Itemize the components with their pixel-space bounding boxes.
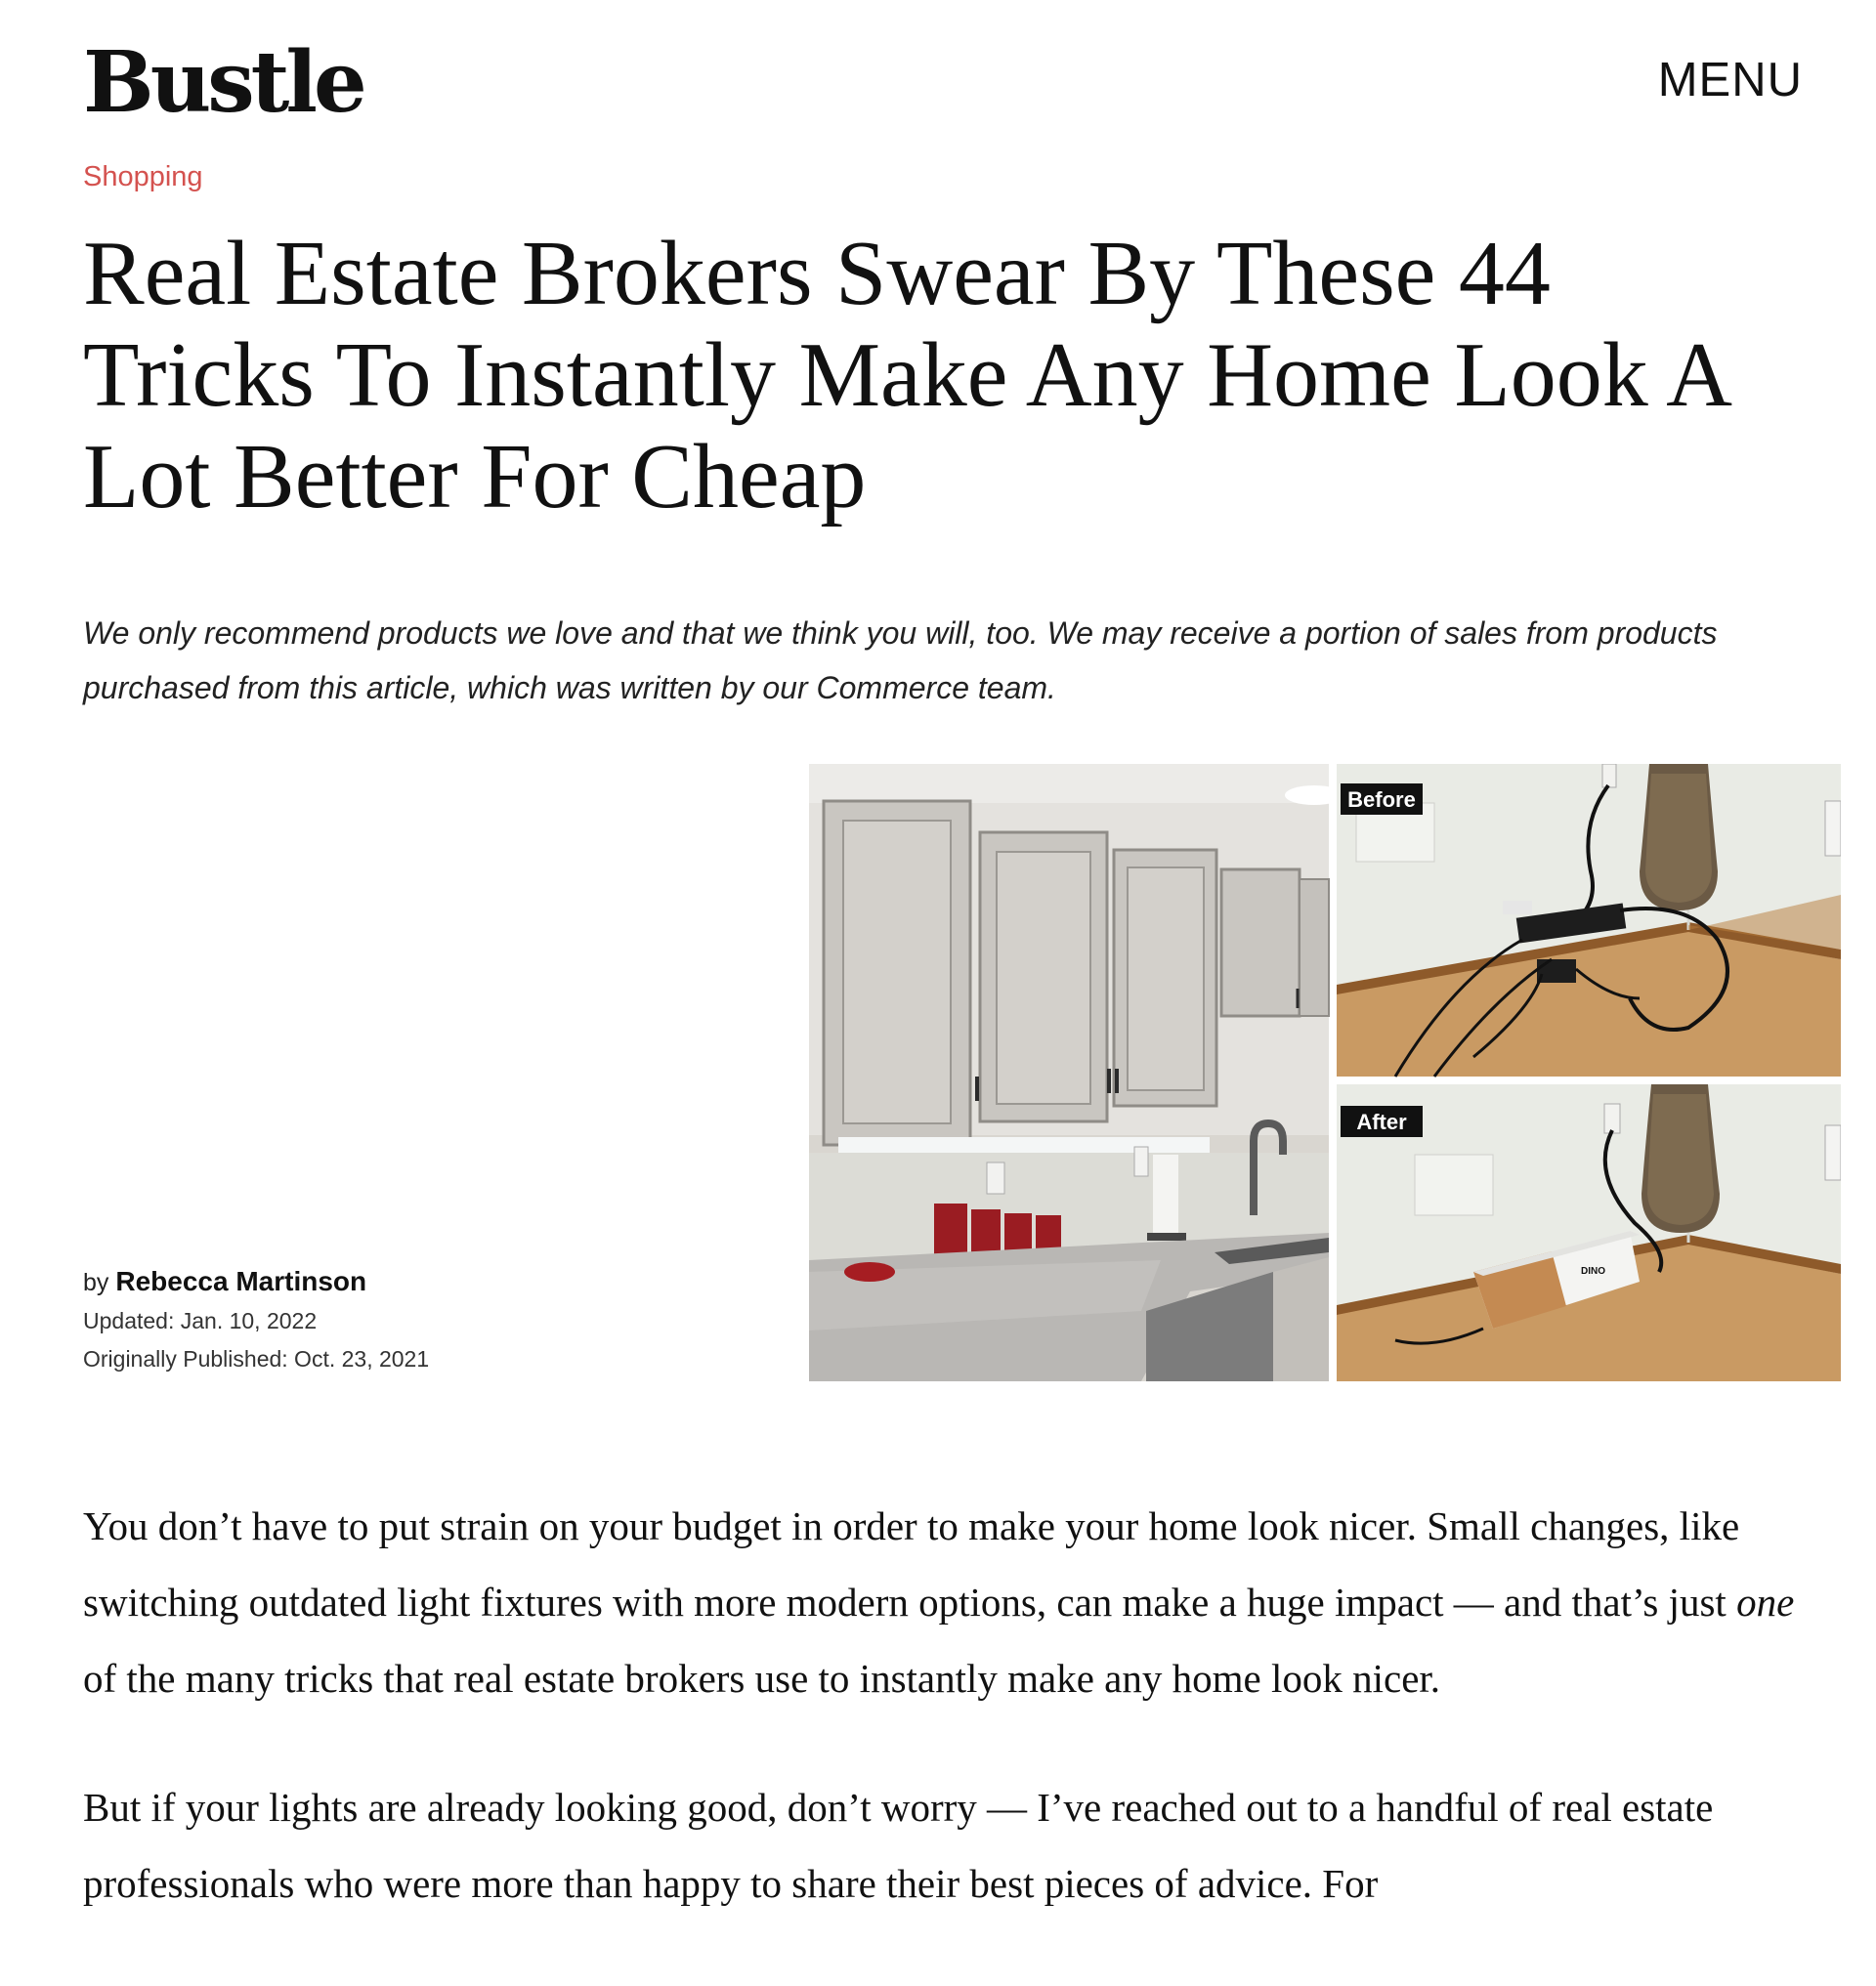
article-paragraph bbox=[83, 1488, 1822, 1716]
paragraph-text: You don’t have to put strain on your budget in order to make your home look nicer. Small changes, like switching outdated light fixtures with more modern options, can make a huge impact — and that’s just bbox=[83, 1503, 1740, 1625]
affiliate-disclaimer: We only recommend products we love and that we think you will, too. We may receive a portion of sales from products purchased from this article, which was written by our Commerce team. bbox=[83, 615, 1718, 705]
paragraph-emphasis: one bbox=[1736, 1580, 1795, 1625]
kitchen-photo bbox=[809, 764, 1343, 1381]
before-photo bbox=[1337, 764, 1841, 1077]
after-photo bbox=[1337, 1084, 1841, 1381]
before-label: Before bbox=[1347, 787, 1416, 812]
article-paragraph: But if your lights are already looking good, don’t worry — I’ve reached out to a handful of real estate professionals who were more than happy to share their best pieces of advice. For bbox=[83, 1785, 1714, 1906]
byline-prefix: by bbox=[83, 1269, 109, 1296]
article-body bbox=[83, 1488, 1822, 1974]
published-date: Originally Published: Oct. 23, 2021 bbox=[83, 1346, 430, 1372]
box-brand: DINO bbox=[1581, 1266, 1605, 1277]
article-title: Real Estate Brokers Swear By These 44 Tricks To Instantly Make Any Home Look A Lot Better For Cheap bbox=[83, 223, 1727, 528]
updated-date: Updated: Jan. 10, 2022 bbox=[83, 1308, 318, 1333]
author-row bbox=[83, 1262, 767, 1302]
after-label: After bbox=[1356, 1110, 1407, 1134]
site-header bbox=[83, 33, 1803, 132]
byline bbox=[83, 1262, 767, 1378]
author-link[interactable]: Rebecca Martinson bbox=[115, 1266, 367, 1296]
category-link[interactable]: Shopping bbox=[83, 161, 203, 192]
hero-image bbox=[809, 764, 1841, 1381]
paragraph-text: of the many tricks that real estate brokers use to instantly make any home look nicer. bbox=[83, 1656, 1441, 1701]
menu-button[interactable]: MENU bbox=[1657, 54, 1803, 106]
site-logo[interactable]: Bustle bbox=[83, 33, 363, 132]
